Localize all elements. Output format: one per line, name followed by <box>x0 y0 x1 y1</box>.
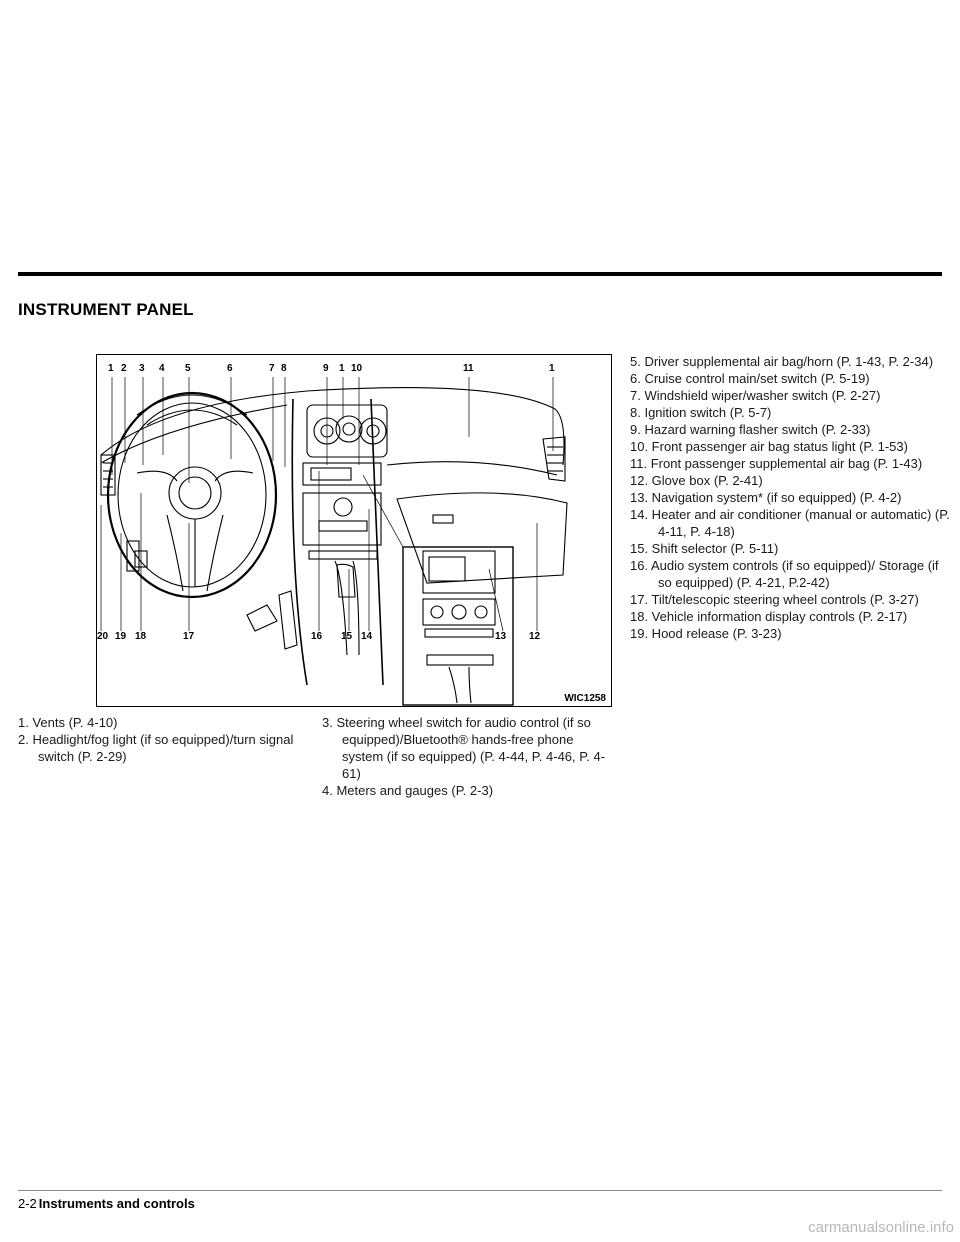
legend-item-8: 8. Ignition switch (P. 5-7) <box>630 405 772 420</box>
callout-3: 3 <box>139 363 145 374</box>
legend-item-1: 1. Vents (P. 4-10) <box>18 715 118 730</box>
legend-item-11: 11. Front passenger supplemental air bag (P. 1-43) <box>630 456 923 471</box>
callout-11: 11 <box>463 363 474 374</box>
callout-8: 8 <box>281 363 287 374</box>
legend-item-12: 12. Glove box (P. 2-41) <box>630 473 763 488</box>
figure-code: WIC1258 <box>564 693 606 704</box>
callout-13: 13 <box>495 631 507 642</box>
callout-14: 14 <box>361 631 373 642</box>
callout-1b: 1 <box>339 363 345 374</box>
callout-12: 12 <box>529 631 541 642</box>
legend-item-18: 18. Vehicle information display controls (P. 2-17) <box>630 609 908 624</box>
callout-1c: 1 <box>549 363 555 374</box>
section-title: INSTRUMENT PANEL <box>18 300 194 319</box>
legend-column-3 <box>630 353 950 642</box>
legend-item-10: 10. Front passenger air bag status light (P. 1-53) <box>630 439 908 454</box>
legend-item-7: 7. Windshield wiper/washer switch (P. 2-27) <box>630 388 881 403</box>
legend-item-16: 16. Audio system controls (if so equipped)/ Storage (if so equipped) (P. 4-21, P.2-42) <box>630 558 939 590</box>
legend-item-3: 3. Steering wheel switch for audio control (if so equipped)/Bluetooth® hands-free phone system (if so equipped) (P. 4-44, P. 4-46, P. 4-61) <box>322 715 606 781</box>
chapter-title: Instruments and controls <box>38 1196 195 1211</box>
footer-rule <box>18 1190 942 1191</box>
page-footer <box>18 1196 195 1211</box>
callout-17: 17 <box>183 631 195 642</box>
legend-item-4: 4. Meters and gauges (P. 2-3) <box>322 783 494 798</box>
callout-19: 19 <box>115 631 127 642</box>
legend-item-9: 9. Hazard warning flasher switch (P. 2-33) <box>630 422 871 437</box>
legend-item-15: 15. Shift selector (P. 5-11) <box>630 541 779 556</box>
page-number: 2-2 <box>18 1196 37 1211</box>
callout-20: 20 <box>97 631 109 642</box>
header-rule <box>18 272 942 276</box>
callout-10: 10 <box>351 363 363 374</box>
callout-15: 15 <box>341 631 353 642</box>
callout-1: 1 <box>108 363 114 374</box>
legend-item-5: 5. Driver supplemental air bag/horn (P. 1-43, P. 2-34) <box>630 354 934 369</box>
legend-item-6: 6. Cruise control main/set switch (P. 5-19) <box>630 371 870 386</box>
callout-2: 2 <box>121 363 127 374</box>
callout-16: 16 <box>311 631 323 642</box>
legend-item-14: 14. Heater and air conditioner (manual or automatic) (P. 4-11, P. 4-18) <box>630 507 950 539</box>
legend-item-2: 2. Headlight/fog light (if so equipped)/turn signal switch (P. 2-29) <box>18 732 294 764</box>
legend-item-17: 17. Tilt/telescopic steering wheel controls (P. 3-27) <box>630 592 919 607</box>
legend-item-19: 19. Hood release (P. 3-23) <box>630 626 782 641</box>
callout-18: 18 <box>135 631 147 642</box>
legend-item-13: 13. Navigation system* (if so equipped) (P. 4-2) <box>630 490 902 505</box>
instrument-panel-figure <box>96 354 612 707</box>
callout-4: 4 <box>159 363 165 374</box>
callout-6: 6 <box>227 363 233 374</box>
watermark: carmanualsonline.info <box>808 1219 954 1236</box>
legend-column-2 <box>322 714 612 799</box>
legend-column-1 <box>18 714 308 765</box>
callout-9: 9 <box>323 363 329 374</box>
instrument-panel-illustration <box>97 355 612 707</box>
callout-7: 7 <box>269 363 275 374</box>
callout-5: 5 <box>185 363 191 374</box>
